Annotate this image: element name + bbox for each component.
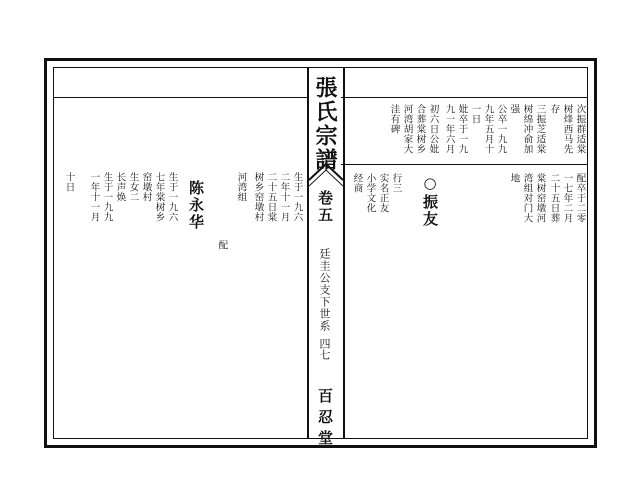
right-top-rule xyxy=(341,97,587,98)
text-column: 二十五日葬 xyxy=(548,173,560,223)
left-top-rule xyxy=(54,97,307,98)
spouse-column: 长声焕 xyxy=(114,172,126,202)
text-column: 合葬棠树乡 xyxy=(414,104,426,154)
spouse-column: 七年棠树乡 xyxy=(153,172,165,222)
spouse-column: 生于一九六 xyxy=(166,172,178,222)
volume-label: 卷五 xyxy=(316,190,334,224)
text-column: 河湾胡家大 xyxy=(401,104,413,154)
text-column: 湾组对门大 xyxy=(521,173,533,223)
text-column: 棠树窑墩河 xyxy=(534,173,546,223)
text-column: 存 xyxy=(548,104,560,114)
spouse-column: 生于一九九 xyxy=(101,172,113,222)
book-spine xyxy=(307,68,345,451)
text-column: 公卒一九九 xyxy=(495,104,507,154)
text-column: 树乡窑墩村 xyxy=(252,172,264,222)
text-column: 妣卒于一九 xyxy=(456,104,468,154)
page-number: 四七 xyxy=(318,338,331,360)
text-column: 次振群适棠 xyxy=(574,104,586,154)
text-column: 洼有碑 xyxy=(388,104,400,134)
person-note: 行三 xyxy=(390,173,402,193)
hall-name: 百忍堂 xyxy=(316,388,334,451)
text-column: 河湾组 xyxy=(235,172,247,202)
spouse-label: 配 xyxy=(216,240,228,250)
text-column: 树烽西马先 xyxy=(561,104,573,154)
text-column: 一日 xyxy=(469,104,481,124)
spouse-name: 陈永华 xyxy=(187,180,205,231)
person-note: 经商 xyxy=(351,173,363,193)
fishtail-mark xyxy=(309,158,343,188)
section-label: 廷圭公支下世系 xyxy=(318,248,331,332)
text-column: 生于一九六 xyxy=(291,172,303,222)
spouse-column: 窑墩村 xyxy=(140,172,152,202)
page-inner-border xyxy=(53,67,588,451)
person-note: 实名正友 xyxy=(377,173,389,213)
book-title: 張氏宗譜 xyxy=(312,76,338,172)
person-name: ○振友 xyxy=(421,174,439,228)
text-column: 九年五月十 xyxy=(482,104,494,154)
text-column: 二年十一月 xyxy=(278,172,290,222)
person-note: 小学文化 xyxy=(364,173,376,213)
right-mid-rule xyxy=(341,164,587,165)
page-frame xyxy=(44,58,597,451)
text-column: 初六日公妣 xyxy=(427,104,439,154)
text-column: 三振芝适棠 xyxy=(534,104,546,154)
text-column: 地 xyxy=(508,173,520,183)
text-column: 二十五日棠 xyxy=(265,172,277,222)
spouse-column: 十日 xyxy=(63,172,75,192)
spouse-column: 一年十一月 xyxy=(88,172,100,222)
text-column: 配卒于二零 xyxy=(574,173,586,223)
text-column: 强 xyxy=(508,104,520,114)
spouse-column: 生女二 xyxy=(127,172,139,202)
text-column: 树绵冲俞加 xyxy=(521,104,533,154)
text-column: 一七年二月 xyxy=(561,173,573,223)
text-column: 九一年六月 xyxy=(443,104,455,154)
